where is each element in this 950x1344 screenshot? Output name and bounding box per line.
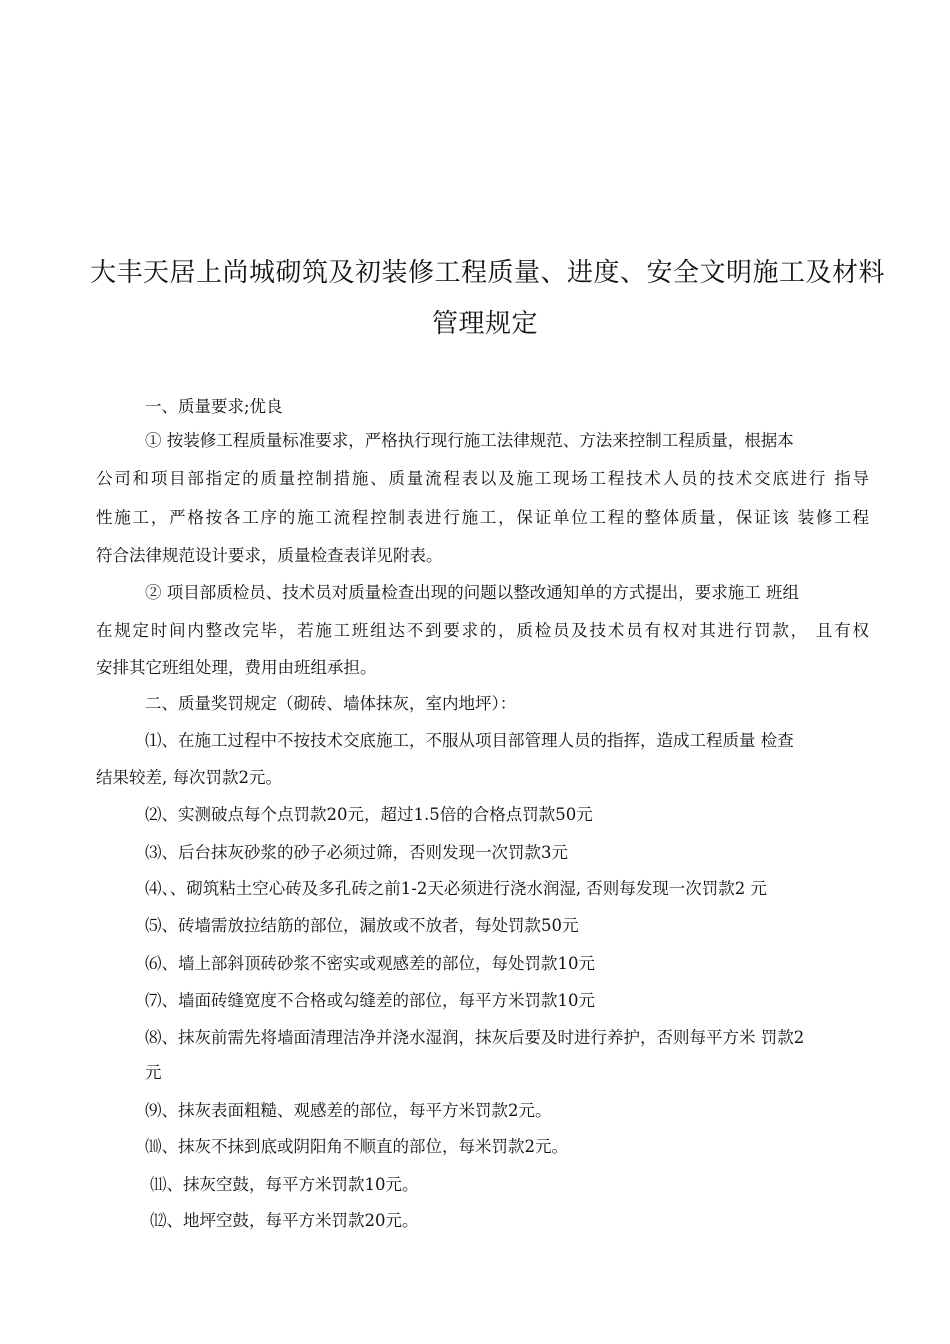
penalty-item-7: ⑺、墙面砖缝宽度不合格或勾缝差的部位，每平方米罚款10元 bbox=[145, 991, 595, 1010]
penalty-item-1-line-1: ⑴、在施工过程中不按技术交底施工，不服从项目部管理人员的指挥，造成工程质量 检查 bbox=[145, 731, 794, 750]
paragraph-2-line-1: ② 项目部质检员、技术员对质量检查出现的问题以整改通知单的方式提出，要求施工 班组 bbox=[145, 583, 799, 602]
penalty-item-2: ⑵、实测破点每个点罚款20元，超过1.5倍的合格点罚款50元 bbox=[145, 805, 593, 824]
penalty-item-3: ⑶、后台抹灰砂浆的砂子必须过筛，否则发现一次罚款3元 bbox=[145, 843, 568, 862]
penalty-item-5: ⑸、砖墙需放拉结筋的部位，漏放或不放者，每处罚款50元 bbox=[145, 916, 579, 935]
penalty-item-9: ⑼、抹灰表面粗糙、观感差的部位，每平方米罚款2元。 bbox=[145, 1101, 552, 1120]
penalty-item-1-line-2: 结果较差, 每次罚款2元。 bbox=[96, 768, 282, 787]
paragraph-1-line-2: 公司和项目部指定的质量控制措施、质量流程表以及施工现场工程技术人员的技术交底进行 指导 bbox=[96, 469, 869, 488]
paragraph-1-line-3: 性施工，严格按各工序的施工流程控制表进行施工，保证单位工程的整体质量，保证该 装修工程 bbox=[96, 508, 869, 527]
penalty-item-10: ⑽、抹灰不抹到底或阴阳角不顺直的部位，每米罚款2元。 bbox=[145, 1137, 568, 1156]
paragraph-2-line-2: 在规定时间内整改完毕，若施工班组达不到要求的，质检员及技术员有权对其进行罚款， 且有权 bbox=[96, 621, 869, 640]
paragraph-1-line-4: 符合法律规范设计要求，质量检查表详见附表。 bbox=[96, 546, 443, 565]
document-title-line-1: 大丰天居上尚城砌筑及初装修工程质量、进度、安全文明施工及材料 bbox=[90, 258, 886, 288]
penalty-item-6: ⑹、墙上部斜顶砖砂浆不密实或观感差的部位，每处罚款10元 bbox=[145, 954, 595, 973]
section-2-heading: 二、质量奖罚规定（砌砖、墙体抹灰，室内地坪）： bbox=[145, 694, 517, 713]
penalty-item-8-line-1: ⑻、抹灰前需先将墙面清理洁净并浇水湿润，抹灰后要及时进行养护，否则每平方米 罚款2 bbox=[145, 1028, 805, 1047]
penalty-item-8-line-2: 元 bbox=[145, 1063, 162, 1082]
paragraph-2-line-3: 安排其它班组处理，费用由班组承担。 bbox=[96, 658, 377, 677]
penalty-item-4: ⑷、、砌筑粘土空心砖及多孔砖之前1-2天必须进行浇水润湿, 否则每发现一次罚款2 元 bbox=[145, 879, 768, 898]
document-title-line-2: 管理规定 bbox=[431, 309, 538, 339]
penalty-item-12: ⑿、地坪空鼓，每平方米罚款20元。 bbox=[150, 1211, 419, 1230]
paragraph-1-line-1: ① 按装修工程质量标准要求，严格执行现行施工法律规范、方法来控制工程质量，根据本 bbox=[145, 431, 794, 450]
penalty-item-11: ⑾、抹灰空鼓，每平方米罚款10元。 bbox=[150, 1175, 419, 1194]
section-1-heading: 一、质量要求;优良 bbox=[145, 397, 283, 416]
